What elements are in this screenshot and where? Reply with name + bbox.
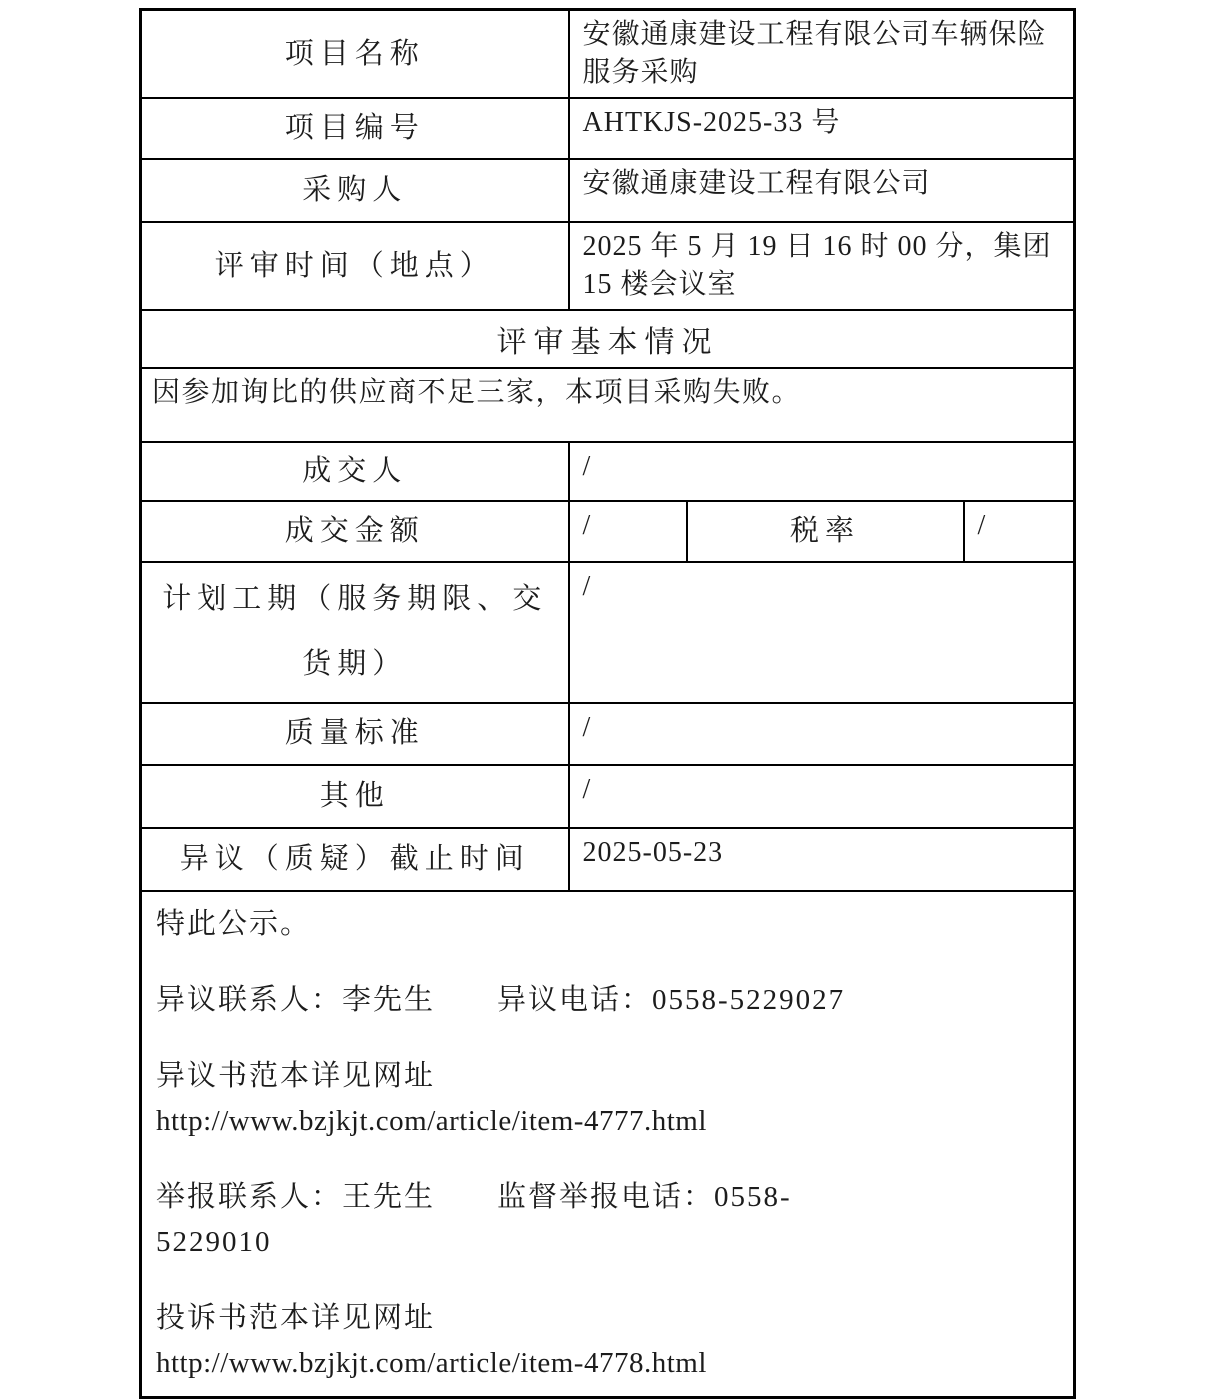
row-review-time xyxy=(141,222,1075,310)
row-objection-deadline xyxy=(141,828,1075,891)
schedule-label: 计划工期（服务期限、交货期） xyxy=(141,562,569,703)
row-footer xyxy=(141,891,1075,1398)
other-label: 其他 xyxy=(141,765,569,828)
schedule-value: / xyxy=(569,562,1075,703)
objection-template-label: 异议书范本详见网址 xyxy=(156,1059,436,1092)
quality-standard-label: 质量标准 xyxy=(141,703,569,765)
report-contact-line: 举报联系人：王先生 监督举报电话：0558- xyxy=(156,1180,792,1213)
report-phone-continued: 5229010 xyxy=(156,1225,272,1258)
amount-value: / xyxy=(569,501,687,562)
section-header: 评审基本情况 xyxy=(141,310,1075,368)
procurement-result-table xyxy=(139,8,1076,1399)
objection-deadline-label: 异议（质疑）截止时间 xyxy=(141,828,569,891)
objection-template-url: http://www.bzjkjt.com/article/item-4777.html xyxy=(156,1104,707,1137)
row-project-name xyxy=(141,10,1075,99)
row-purchaser xyxy=(141,159,1075,222)
row-section-header xyxy=(141,310,1075,368)
row-amount-tax xyxy=(141,501,1075,562)
amount-label: 成交金额 xyxy=(141,501,569,562)
objection-contact-line: 异议联系人：李先生 异议电话：0558-5229027 xyxy=(156,983,846,1016)
complaint-template-url: http://www.bzjkjt.com/article/item-4778.html xyxy=(156,1346,707,1379)
review-time-label: 评审时间（地点） xyxy=(141,222,569,310)
project-name-value: 安徽通康建设工程有限公司车辆保险服务采购 xyxy=(569,10,1075,99)
other-value: / xyxy=(569,765,1075,828)
purchaser-label: 采购人 xyxy=(141,159,569,222)
complaint-template-label: 投诉书范本详见网址 xyxy=(156,1301,436,1334)
winner-value: / xyxy=(569,442,1075,501)
winner-label: 成交人 xyxy=(141,442,569,501)
row-quality xyxy=(141,703,1075,765)
row-review-note xyxy=(141,368,1075,442)
project-number-value: AHTKJS-2025-33 号 xyxy=(569,98,1075,159)
row-project-number xyxy=(141,98,1075,159)
purchaser-value: 安徽通康建设工程有限公司 xyxy=(569,159,1075,222)
closing-statement: 特此公示。 xyxy=(156,907,312,940)
quality-standard-value: / xyxy=(569,703,1075,765)
project-number-label: 项目编号 xyxy=(141,98,569,159)
objection-deadline-value: 2025-05-23 xyxy=(569,828,1075,891)
tax-rate-value: / xyxy=(964,501,1075,562)
project-name-label: 项目名称 xyxy=(141,10,569,99)
footer-block xyxy=(141,891,1075,1398)
row-winner xyxy=(141,442,1075,501)
row-schedule xyxy=(141,562,1075,703)
tax-rate-label: 税率 xyxy=(687,501,964,562)
review-note: 因参加询比的供应商不足三家，本项目采购失败。 xyxy=(141,368,1075,442)
row-other xyxy=(141,765,1075,828)
review-time-value: 2025 年 5 月 19 日 16 时 00 分，集团 15 楼会议室 xyxy=(569,222,1075,310)
